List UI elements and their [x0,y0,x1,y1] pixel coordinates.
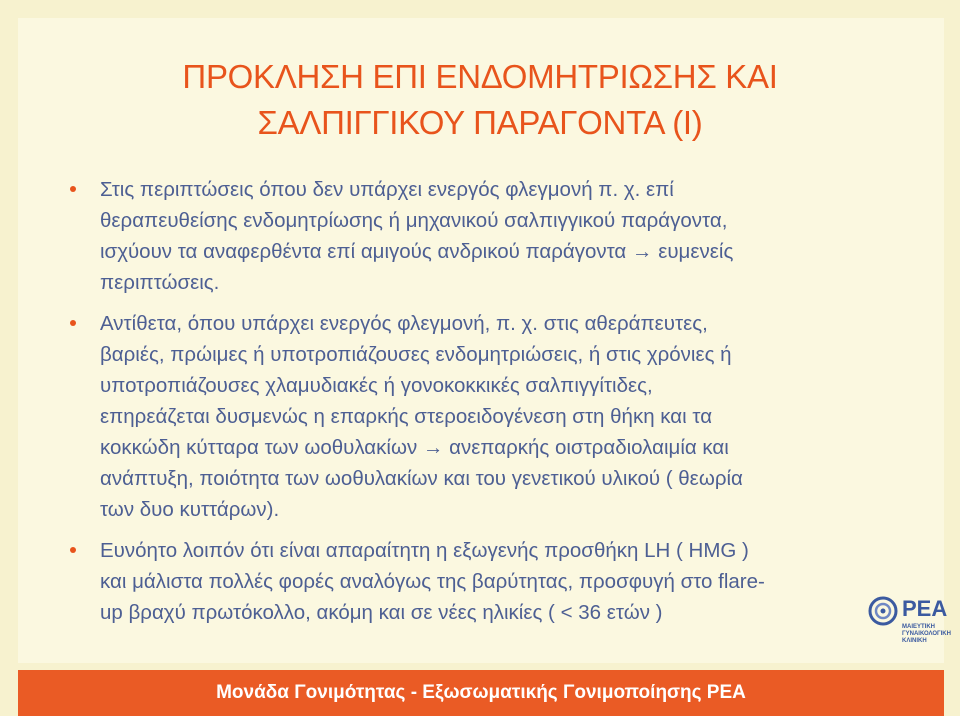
bullet-item-2 [70,308,870,525]
slide-title-line-2: ΣΑΛΠΙΓΓΙΚΟΥ ΠΑΡΑΓΟΝΤΑ (Ι) [257,104,703,141]
logo-subtitle: ΜΑΙΕΥΤΙΚΗ ΓΥΝΑΙΚΟΛΟΓΙΚΗ ΚΛΙΝΙΚΗ [902,624,951,644]
bullet-line: ανάπτυξη, ποιότητα των ωοθυλακίων και του γενετικού υλικού ( θεωρία [100,467,743,490]
bullet-dot-icon [70,547,76,553]
slide-title-line-1: ΠΡΟΚΛΗΣΗ ΕΠΙ ΕΝΔΟΜΗΤΡΙΩΣΗΣ ΚΑΙ [182,58,778,95]
bullet-line: up βραχύ πρωτόκολλο, ακόμη και σε νέες ηλικίες ( < 36 ετών ) [100,601,663,624]
footer-text: Μονάδα Γονιμότητας - Εξωσωματικής Γονιμοποίησης ΡΕΑ [216,682,746,703]
bullet-line: υποτροπιάζουσες χλαμυδιακές ή γονοκοκκικές σαλπιγγίτιδες, [100,374,653,397]
bullet-line [100,236,870,267]
bullet-line: περιπτώσεις. [100,271,220,294]
bullet-line: επηρεάζεται δυσμενώς η επαρκής στεροειδογένεση στη θήκη και τα [100,405,713,428]
right-arrow-icon: → [422,436,444,459]
right-arrow-icon: → [632,240,653,263]
rea-clinic-logo-icon [868,596,898,626]
bullet-line-text: κοκκώδη κύτταρα των ωοθυλακίων [100,436,418,459]
footer-bar [18,670,944,716]
bullet-item-3 [70,535,870,628]
logo-name: ΡΕΑ [902,596,948,621]
bullet-list [70,174,870,638]
clinic-logo [866,592,958,662]
bullet-line-text: ισχύουν τα αναφερθέντα επί αμιγούς ανδρικού παράγοντα [100,240,627,263]
bullet-line: Στις περιπτώσεις όπου δεν υπάρχει ενεργός φλεγμονή π. χ. επί [100,178,674,201]
bullet-line [100,432,870,463]
bullet-line: Αντίθετα, όπου υπάρχει ενεργός φλεγμονή, π. χ. στις αθεράπευτες, [100,312,708,335]
bullet-item-1 [70,174,870,298]
bullet-dot-icon [70,186,76,192]
bullet-line: των δυο κυττάρων). [100,498,280,521]
bullet-line-tail: ευμενείς [658,240,734,263]
bullet-dot-icon [70,320,76,326]
bullet-line: θεραπευθείσης ενδομητρίωσης ή μηχανικού σαλπιγγικού παράγοντα, [100,209,728,232]
bullet-line-tail: ανεπαρκής οιστραδιολαιμία και [449,436,729,459]
slide-title [0,54,960,146]
bullet-line: και μάλιστα πολλές φορές αναλόγως της βαρύτητας, προσφυγή στο flare- [100,570,765,593]
bullet-line: Ευνόητο λοιπόν ότι είναι απαραίτητη η εξωγενής προσθήκη LH ( HMG ) [100,539,749,562]
bullet-line: βαριές, πρώιμες ή υποτροπιάζουσες ενδομητριώσεις, ή στις χρόνιες ή [100,343,732,366]
